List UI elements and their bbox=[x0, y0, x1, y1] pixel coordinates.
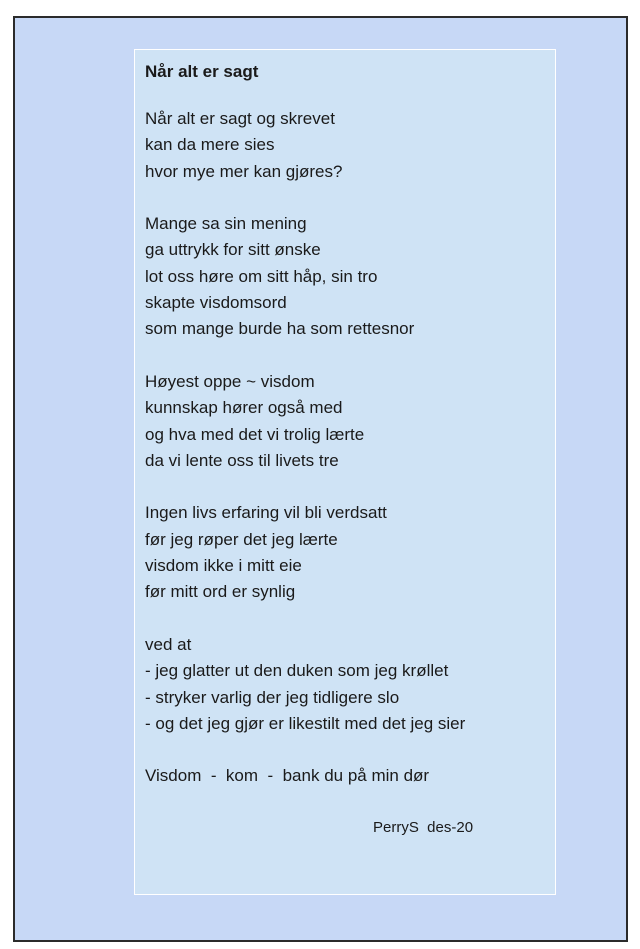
poem-line: skapte visdomsord bbox=[145, 293, 287, 313]
poem-line: Når alt er sagt og skrevet bbox=[145, 109, 335, 128]
poem-line: - stryker varlig der jeg tidligere slo bbox=[145, 687, 400, 707]
signature: PerryS des-20 bbox=[373, 819, 474, 836]
poem-line: ved at bbox=[145, 634, 192, 654]
poem-line: da vi lente oss til livets tre bbox=[145, 450, 339, 470]
stanza-5 bbox=[145, 632, 465, 737]
poem-line: kunnskap hører også med bbox=[145, 398, 343, 418]
poem-line: hvor mye mer kan gjøres? bbox=[145, 161, 343, 181]
stanza-4 bbox=[145, 500, 465, 605]
poem-line: lot oss høre om sitt håp, sin tro bbox=[145, 266, 378, 286]
stanza-2 bbox=[145, 211, 465, 342]
poem-line: Visdom - kom - bank du på min dør bbox=[145, 766, 430, 786]
poem-line: visdom ikke i mitt eie bbox=[145, 556, 302, 576]
poem-body bbox=[145, 106, 465, 816]
poem-line: - jeg glatter ut den duken som jeg krøllet bbox=[145, 661, 449, 681]
poem-line: før jeg røper det jeg lærte bbox=[145, 529, 338, 549]
poem-title: Når alt er sagt bbox=[145, 62, 259, 81]
poem-line: Høyest oppe ~ visdom bbox=[145, 371, 315, 391]
poem-line: - og det jeg gjør er likestilt med det jeg sier bbox=[145, 713, 466, 733]
stanza-6 bbox=[145, 763, 465, 789]
stanza-1 bbox=[145, 106, 465, 185]
page-frame bbox=[13, 16, 628, 942]
poem-line: Ingen livs erfaring vil bli verdsatt bbox=[145, 503, 387, 523]
poem-line: og hva med det vi trolig lærte bbox=[145, 424, 365, 444]
poem-line: før mitt ord er synlig bbox=[145, 582, 296, 602]
poem-card bbox=[134, 49, 556, 895]
poem-line: ga uttrykk for sitt ønske bbox=[145, 240, 321, 260]
poem-line: som mange burde ha som rettesnor bbox=[145, 319, 415, 339]
poem-line: kan da mere sies bbox=[145, 135, 275, 155]
poem-line: Mange sa sin mening bbox=[145, 214, 307, 234]
stanza-3 bbox=[145, 369, 465, 474]
